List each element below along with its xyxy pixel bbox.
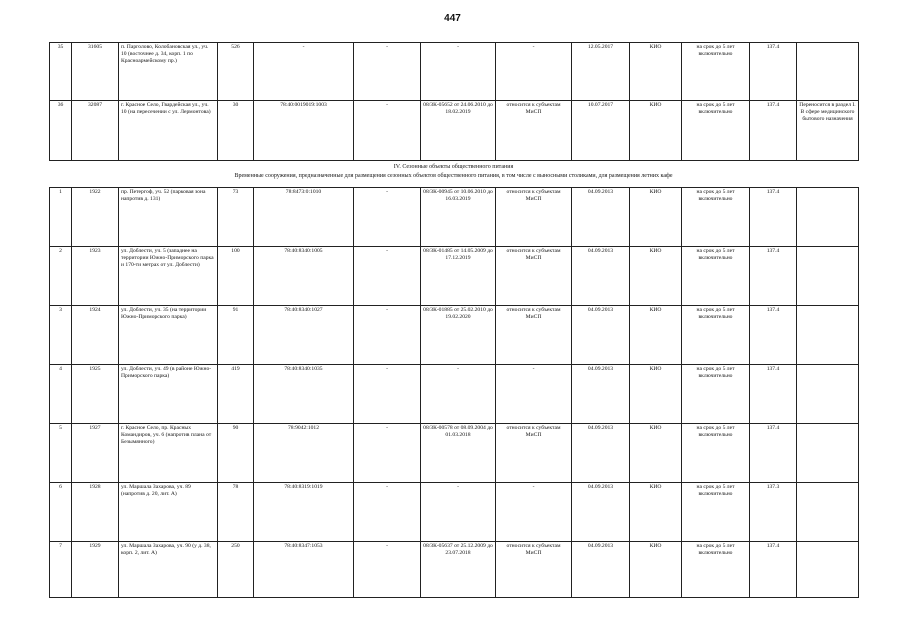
cell-status: относится к субъектам МиСП [496, 188, 572, 247]
cell-contract: 08/ЗК-00945 от 10.06.2010 до 16.03.2019 [421, 188, 496, 247]
cell-col5: - [354, 43, 421, 101]
cell-code: 137.4 [750, 247, 797, 306]
cell-col5: - [354, 188, 421, 247]
cell-org: КИО [630, 424, 682, 483]
cell-area: 78 [218, 483, 254, 542]
cell-code: 137.3 [750, 483, 797, 542]
table-row [50, 188, 859, 247]
cell-org: КИО [630, 306, 682, 365]
page-number: 447 [444, 13, 461, 24]
cell-note [797, 542, 859, 598]
cell-term: на срок до 5 лет включительно [682, 542, 750, 598]
cell-code: 137.4 [750, 306, 797, 365]
cell-note: Переносится в раздел I. В сфере медицинского бытового назначения [797, 101, 859, 161]
cell-area: 90 [218, 424, 254, 483]
cell-id: 1922 [72, 188, 119, 247]
cell-number: 5 [50, 424, 72, 483]
cell-code: 137.4 [750, 542, 797, 598]
cell-address: пр. Петергоф, уч. 52 (парковая зона напротив д. 131) [119, 188, 218, 247]
cell-status: относится к субъектам МиСП [496, 306, 572, 365]
cell-contract: 08/ЗК-01885 от 25.02.2010 до 19.02.2020 [421, 306, 496, 365]
cell-cadastre: - [254, 43, 354, 101]
cell-date: 04.09.2013 [572, 483, 630, 542]
cell-area: 30 [218, 101, 254, 161]
cell-id: 32087 [72, 101, 119, 161]
cell-term: на срок до 5 лет включительно [682, 306, 750, 365]
cell-cadastre: 78:8473:0:1010 [254, 188, 354, 247]
cell-col5: - [354, 542, 421, 598]
cell-contract: 08/ЗК-05637 от 25.12.2009 до 23.07.2018 [421, 542, 496, 598]
cell-term: на срок до 5 лет включительно [682, 101, 750, 161]
cell-org: КИО [630, 365, 682, 424]
table-row [50, 247, 859, 306]
cell-date: 12.05.2017 [572, 43, 630, 101]
cell-cadastre: 78:40:8340:1005 [254, 247, 354, 306]
cell-date: 04.09.2013 [572, 247, 630, 306]
cell-id: 1928 [72, 483, 119, 542]
cell-note [797, 43, 859, 101]
cell-number: 36 [50, 101, 72, 161]
cell-term: на срок до 5 лет включительно [682, 43, 750, 101]
cell-address: ул. Доблести, уч. 49 (в районе Южно-Приморского парка) [119, 365, 218, 424]
cell-contract: - [421, 365, 496, 424]
cell-area: 100 [218, 247, 254, 306]
cell-area: 73 [218, 188, 254, 247]
cell-status: - [496, 43, 572, 101]
cell-cadastre: 78:9042:1012 [254, 424, 354, 483]
cell-code: 137.4 [750, 43, 797, 101]
cell-term: на срок до 5 лет включительно [682, 424, 750, 483]
table-row [50, 101, 859, 161]
cell-note [797, 188, 859, 247]
cell-contract: 08/ЗК-01485 от 14.05.2009 до 17.12.2019 [421, 247, 496, 306]
cell-note [797, 483, 859, 542]
section-title: IV. Сезонные объекты общественного питания [393, 164, 514, 170]
cell-contract: - [421, 43, 496, 101]
cell-date: 10.07.2017 [572, 101, 630, 161]
cell-date: 04.09.2013 [572, 424, 630, 483]
cell-number: 3 [50, 306, 72, 365]
cell-number: 4 [50, 365, 72, 424]
cell-note [797, 365, 859, 424]
cell-contract: 08/ЗК-00578 от 08.09.2004 до 01.03.2018 [421, 424, 496, 483]
table-bottom [49, 187, 859, 598]
cell-cadastre: 78:40:8340:1027 [254, 306, 354, 365]
cell-date: 04.09.2013 [572, 365, 630, 424]
cell-cadastre: 78:40:8347:1053 [254, 542, 354, 598]
cell-status: относится к субъектам МиСП [496, 247, 572, 306]
cell-status: относится к субъектам МиСП [496, 101, 572, 161]
cell-address: п. Парголово, Колобановская ул., уч. 10 (восточнее д. 34, корп. 1 по Красноармейскому пр.) [119, 43, 218, 101]
cell-address: ул. Маршала Захарова, уч. 90 (у д. 38, корп. 2, лит. А) [119, 542, 218, 598]
cell-number: 35 [50, 43, 72, 101]
cell-status: относится к субъектам МиСП [496, 424, 572, 483]
cell-status: относится к субъектам МиСП [496, 542, 572, 598]
cell-area: 250 [218, 542, 254, 598]
table-row [50, 365, 859, 424]
cell-id: 1929 [72, 542, 119, 598]
cell-status: - [496, 483, 572, 542]
cell-date: 04.09.2013 [572, 542, 630, 598]
cell-code: 137.4 [750, 101, 797, 161]
section-subtitle: Временные сооружения, предназначенные для размещения сезонных объектов общественного питания, в том числе с выносными столиками, для размещения летних кафе [234, 173, 673, 179]
cell-id: 1923 [72, 247, 119, 306]
cell-cadastre: 78:40:0019019:1003 [254, 101, 354, 161]
cell-address: г. Красное Село, Гвардейская ул., уч. 10 (на пересечении с ул. Лермонтова) [119, 101, 218, 161]
cell-address: ул. Доблести, уч. 35 (на территории Южно-Приморского парка) [119, 306, 218, 365]
cell-id: 1924 [72, 306, 119, 365]
cell-col5: - [354, 483, 421, 542]
cell-id: 31605 [72, 43, 119, 101]
table-row [50, 542, 859, 598]
cell-org: КИО [630, 483, 682, 542]
cell-org: КИО [630, 188, 682, 247]
cell-area: 91 [218, 306, 254, 365]
cell-org: КИО [630, 247, 682, 306]
cell-number: 6 [50, 483, 72, 542]
cell-date: 04.09.2013 [572, 306, 630, 365]
cell-address: ул. Доблести, уч. 5 (западнее на территории Южно-Приморского парка и 170-ти метрах от ул. Доблести) [119, 247, 218, 306]
cell-area: 419 [218, 365, 254, 424]
cell-term: на срок до 5 лет включительно [682, 483, 750, 542]
cell-date: 04.09.2013 [572, 188, 630, 247]
cell-note [797, 247, 859, 306]
table-row [50, 483, 859, 542]
table-row [50, 43, 859, 101]
cell-term: на срок до 5 лет включительно [682, 188, 750, 247]
cell-contract: - [421, 483, 496, 542]
cell-number: 2 [50, 247, 72, 306]
cell-address: г. Красное Село, пр. Красных Командиров, уч. 6 (напротив плана от Безымянного) [119, 424, 218, 483]
cell-cadastre: 78:40:8319:1019 [254, 483, 354, 542]
cell-org: КИО [630, 542, 682, 598]
cell-col5: - [354, 101, 421, 161]
cell-address: ул. Маршала Захарова, уч. 89 (напротив д. 20, лит. А) [119, 483, 218, 542]
cell-cadastre: 78:40:8340:1035 [254, 365, 354, 424]
cell-col5: - [354, 306, 421, 365]
cell-note [797, 306, 859, 365]
cell-term: на срок до 5 лет включительно [682, 247, 750, 306]
cell-number: 1 [50, 188, 72, 247]
cell-code: 137.4 [750, 365, 797, 424]
cell-id: 1925 [72, 365, 119, 424]
cell-col5: - [354, 424, 421, 483]
cell-number: 7 [50, 542, 72, 598]
cell-col5: - [354, 247, 421, 306]
cell-id: 1927 [72, 424, 119, 483]
table-row [50, 306, 859, 365]
table-top [49, 42, 859, 161]
cell-col5: - [354, 365, 421, 424]
cell-contract: 08/ЗК-05652 от 24.06.2010 до 18.02.2019 [421, 101, 496, 161]
cell-area: 526 [218, 43, 254, 101]
cell-org: КИО [630, 43, 682, 101]
cell-status: - [496, 365, 572, 424]
cell-org: КИО [630, 101, 682, 161]
cell-note [797, 424, 859, 483]
table-row [50, 424, 859, 483]
cell-term: на срок до 5 лет включительно [682, 365, 750, 424]
cell-code: 137.4 [750, 188, 797, 247]
cell-code: 137.4 [750, 424, 797, 483]
